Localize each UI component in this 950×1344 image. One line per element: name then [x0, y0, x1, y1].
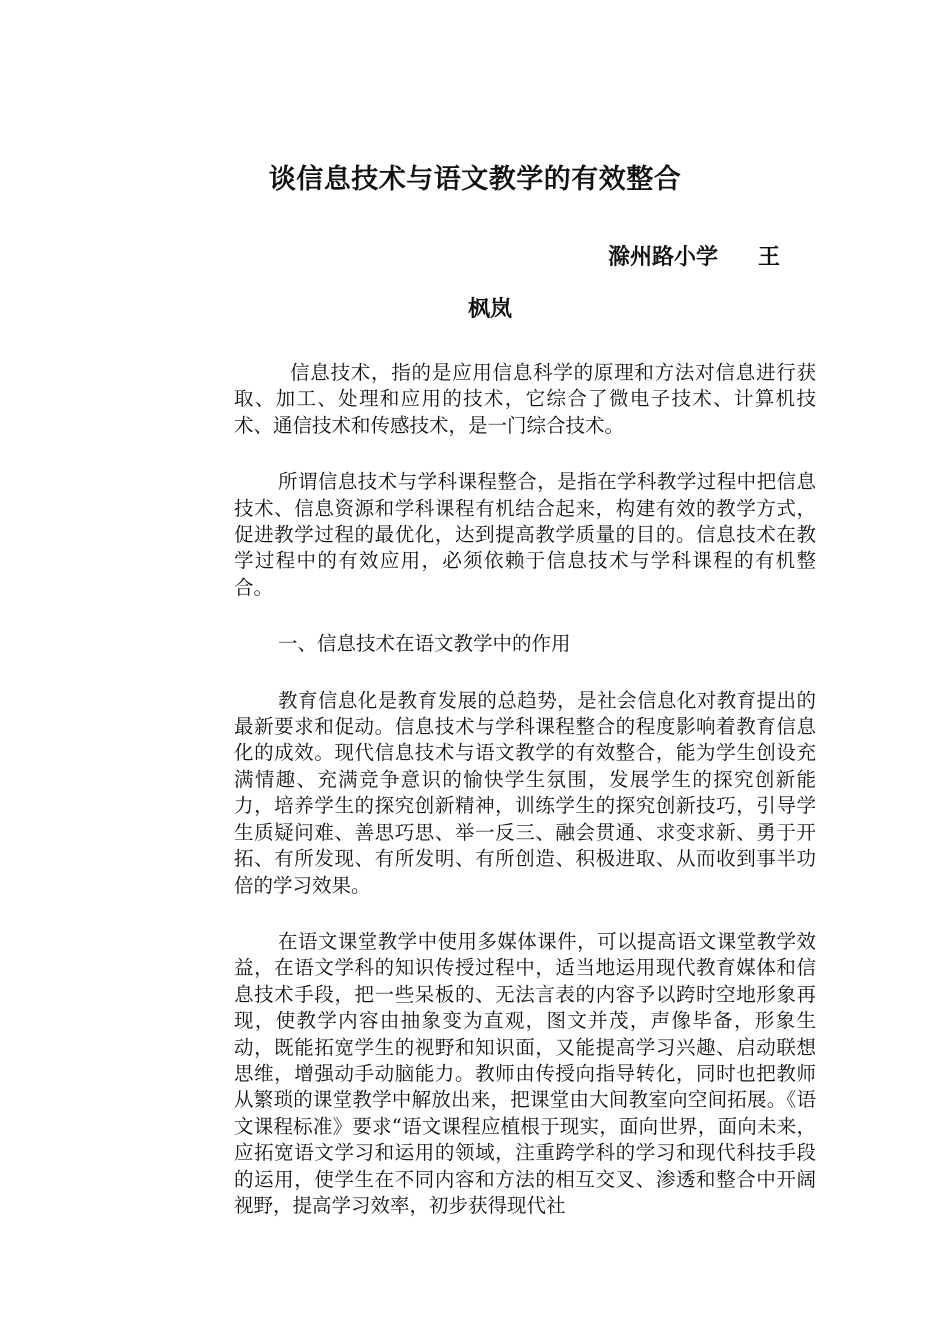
paragraph-integration: 所谓信息技术与学科课程整合，是指在学科教学过程中把信息技术、信息资源和学科课程有机结合起来，构建有效的教学方式，促进教学过程的最优化，达到提高教学质量的目的。信息技术在教学过程中的有效应用，必须依赖于信息技术与学科课程的有机整合。 — [234, 470, 816, 599]
author-given-name: 枫岚 — [467, 297, 512, 322]
document-body — [234, 360, 816, 1249]
document-title: 谈信息技术与语文教学的有效整合 — [268, 164, 682, 195]
author-line — [608, 240, 780, 276]
author-school: 滁州路小学 — [608, 245, 719, 270]
author-surname: 王 — [758, 245, 781, 270]
paragraph-education-informatization: 教育信息化是教育发展的总趋势，是社会信息化对教育提出的最新要求和促动。信息技术与学科课程整合的程度影响着教育信息化的成效。现代信息技术与语文教学的有效整合，能为学生创设充满情趣、充满竞争意识的愉快学生氛围，发展学生的探究创新能力，培养学生的探究创新精神，训练学生的探究创新技巧，引导学生质疑问难、善思巧思、举一反三、融会贯通、求变求新、勇于开拓、有所发现、有所发明、有所创造、积极进取、从而收到事半功倍的学习效果。 — [234, 688, 816, 897]
paragraph-multimedia: 在语文课堂教学中使用多媒体课件，可以提高语文课堂教学效益，在语文学科的知识传授过程中，适当地运用现代教育媒体和信息技术手段，把一些呆板的、无法言表的内容予以跨时空地形象再现，使教学内容由抽象变为直观，图文并茂，声像毕备，形象生动，既能拓宽学生的视野和知识面，又能提高学习兴趣、启动联想思维，增强动手动脑能力。教师由传授向指导转化，同时也把教师从繁琐的课堂教学中解放出来，把课堂由大间教室向空间拓展。《语文课程标准》要求“语文课程应植根于现实，面向世界，面向未来，应拓宽语文学习和运用的领域，注重跨学科的学习和现代科技手段的运用，使学生在不同内容和方法的相互交叉、渗透和整合中开阔视野，提高学习效率，初步获得现代社 — [234, 929, 816, 1217]
section-heading: 一、信息技术在语文教学中的作用 — [278, 632, 571, 656]
paragraph-definition: 信息技术，指的是应用信息科学的原理和方法对信息进行获取、加工、处理和应用的技术，它综合了微电子技术、计算机技术、通信技术和传感技术，是一门综合技术。 — [234, 361, 816, 437]
